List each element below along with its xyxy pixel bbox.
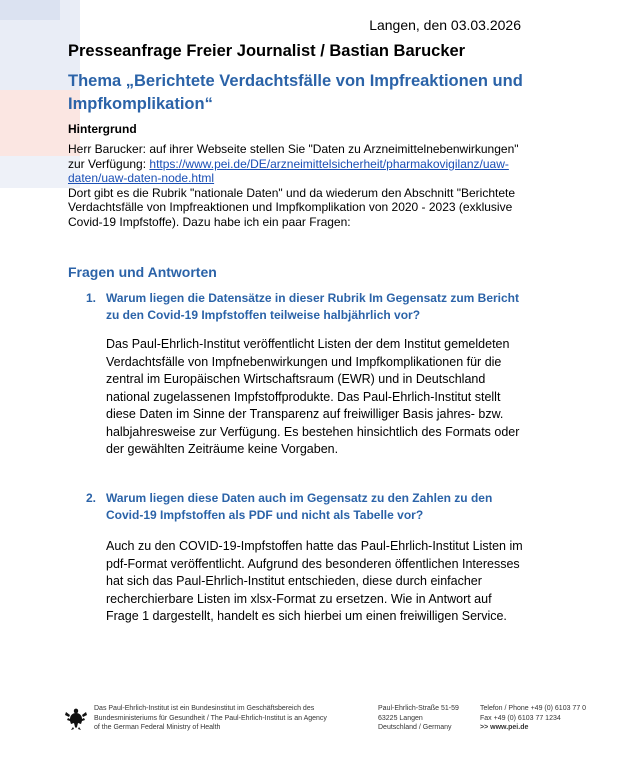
footer-phone: Telefon / Phone +49 (0) 6103 77 0 — [480, 705, 587, 712]
background-heading: Hintergrund — [68, 122, 137, 136]
background-intro: Herr Barucker: auf ihrer Webseite stellen Sie "Daten zu Arzneimittelnebenwirkungen" zur Verfügung: — [68, 142, 519, 171]
footer-website-link[interactable]: >> www.pei.de — [480, 724, 529, 731]
footer-institution-line: Bundesministeriums für Gesundheit / The Paul-Ehrlich-Institut is an Agency — [94, 714, 327, 722]
uaw-data-link[interactable]: https://www.pei.de/DE/arzneimittelsicherheit/pharmakovigilanz/uaw-daten/uaw-daten-node.html — [68, 156, 509, 186]
question-text: Warum liegen die Datensätze in dieser Rubrik Im Gegensatz zum Bericht zu den Covid-19 Impfstoffen teilweise halbjährlich vor? — [106, 291, 519, 322]
footer-address — [378, 704, 478, 733]
question-number: 1. — [86, 291, 97, 305]
document-topic: Thema „Berichtete Verdachtsfälle von Impfreaktionen und Impfkomplikation“ — [68, 72, 523, 113]
background-text — [68, 142, 538, 230]
footer-fax: Fax +49 (0) 6103 77 1234 — [480, 714, 561, 722]
footer-address-line: 63225 Langen — [378, 714, 423, 722]
faq-heading: Fragen und Antworten — [68, 264, 217, 280]
letter-date: Langen, den 03.03.2026 — [369, 17, 521, 33]
answer-2: Auch zu den COVID-19-Impfstoffen hatte das Paul-Ehrlich-Institut Listen im pdf-Format veröffentlicht. Aufgrund des besonderen öffentlichen Interesses hat sich das Paul-Ehrlich-Institut entschieden, diese durch einfacher recherchierbare Listen im xlsx-Format zu ersetzen. Wie in Antwort auf Frage 1 dargestellt, handelt es sich hierbei um einen freiwilligen Service. — [106, 539, 523, 623]
question-number: 2. — [86, 491, 97, 505]
question-text: Warum liegen diese Daten auch im Gegensatz zu den Zahlen zu den Covid-19 Impfstoffen als PDF und nicht als Tabelle vor? — [106, 491, 493, 522]
footer-address-line: Paul-Ehrlich-Straße 51-59 — [378, 705, 459, 712]
footer-contact — [480, 704, 620, 733]
question-2 — [86, 490, 526, 523]
footer-institution — [94, 704, 364, 733]
footer-institution-line: of the German Federal Ministry of Health — [94, 724, 221, 731]
document-title: Presseanfrage Freier Journalist / Bastian Barucker — [68, 42, 466, 60]
footer-institution-line: Das Paul-Ehrlich-Institut ist ein Bundesinstitut im Geschäftsbereich des — [94, 705, 315, 712]
federal-eagle-icon — [65, 706, 87, 730]
footer-address-line: Deutschland / Germany — [378, 724, 452, 731]
answer-1: Das Paul-Ehrlich-Institut veröffentlicht Listen der dem Institut gemeldeten Verdachtsfälle von Impfnebenwirkungen und Impfkomplikationen für die zentral im Europäischen Wirtschaftsraum (EWR) und in Deutschland national zugelassenen Impfstoffprodukte. Das Paul-Ehrlich-Institut stellt diese Daten im Sinne der Transparenz auf freiwilliger Basis jahres- bzw. halbjahresweise zur Verfügung. Es bestehen hinsichtlich des Formats oder der gewählten Zeiträume keine Vorgaben. — [106, 337, 520, 456]
question-1 — [86, 290, 526, 323]
decorative-blue-strip — [0, 0, 60, 20]
background-followup: Dort gibt es die Rubrik "nationale Daten" und da wiederum den Abschnitt "Berichtete Verdachtsfälle von Impfreaktionen und Impfkomplikation von 2020 - 2023 (exklusive Covid-19 Impfstoffe). Dazu habe ich ein paar Fragen: — [68, 185, 516, 229]
